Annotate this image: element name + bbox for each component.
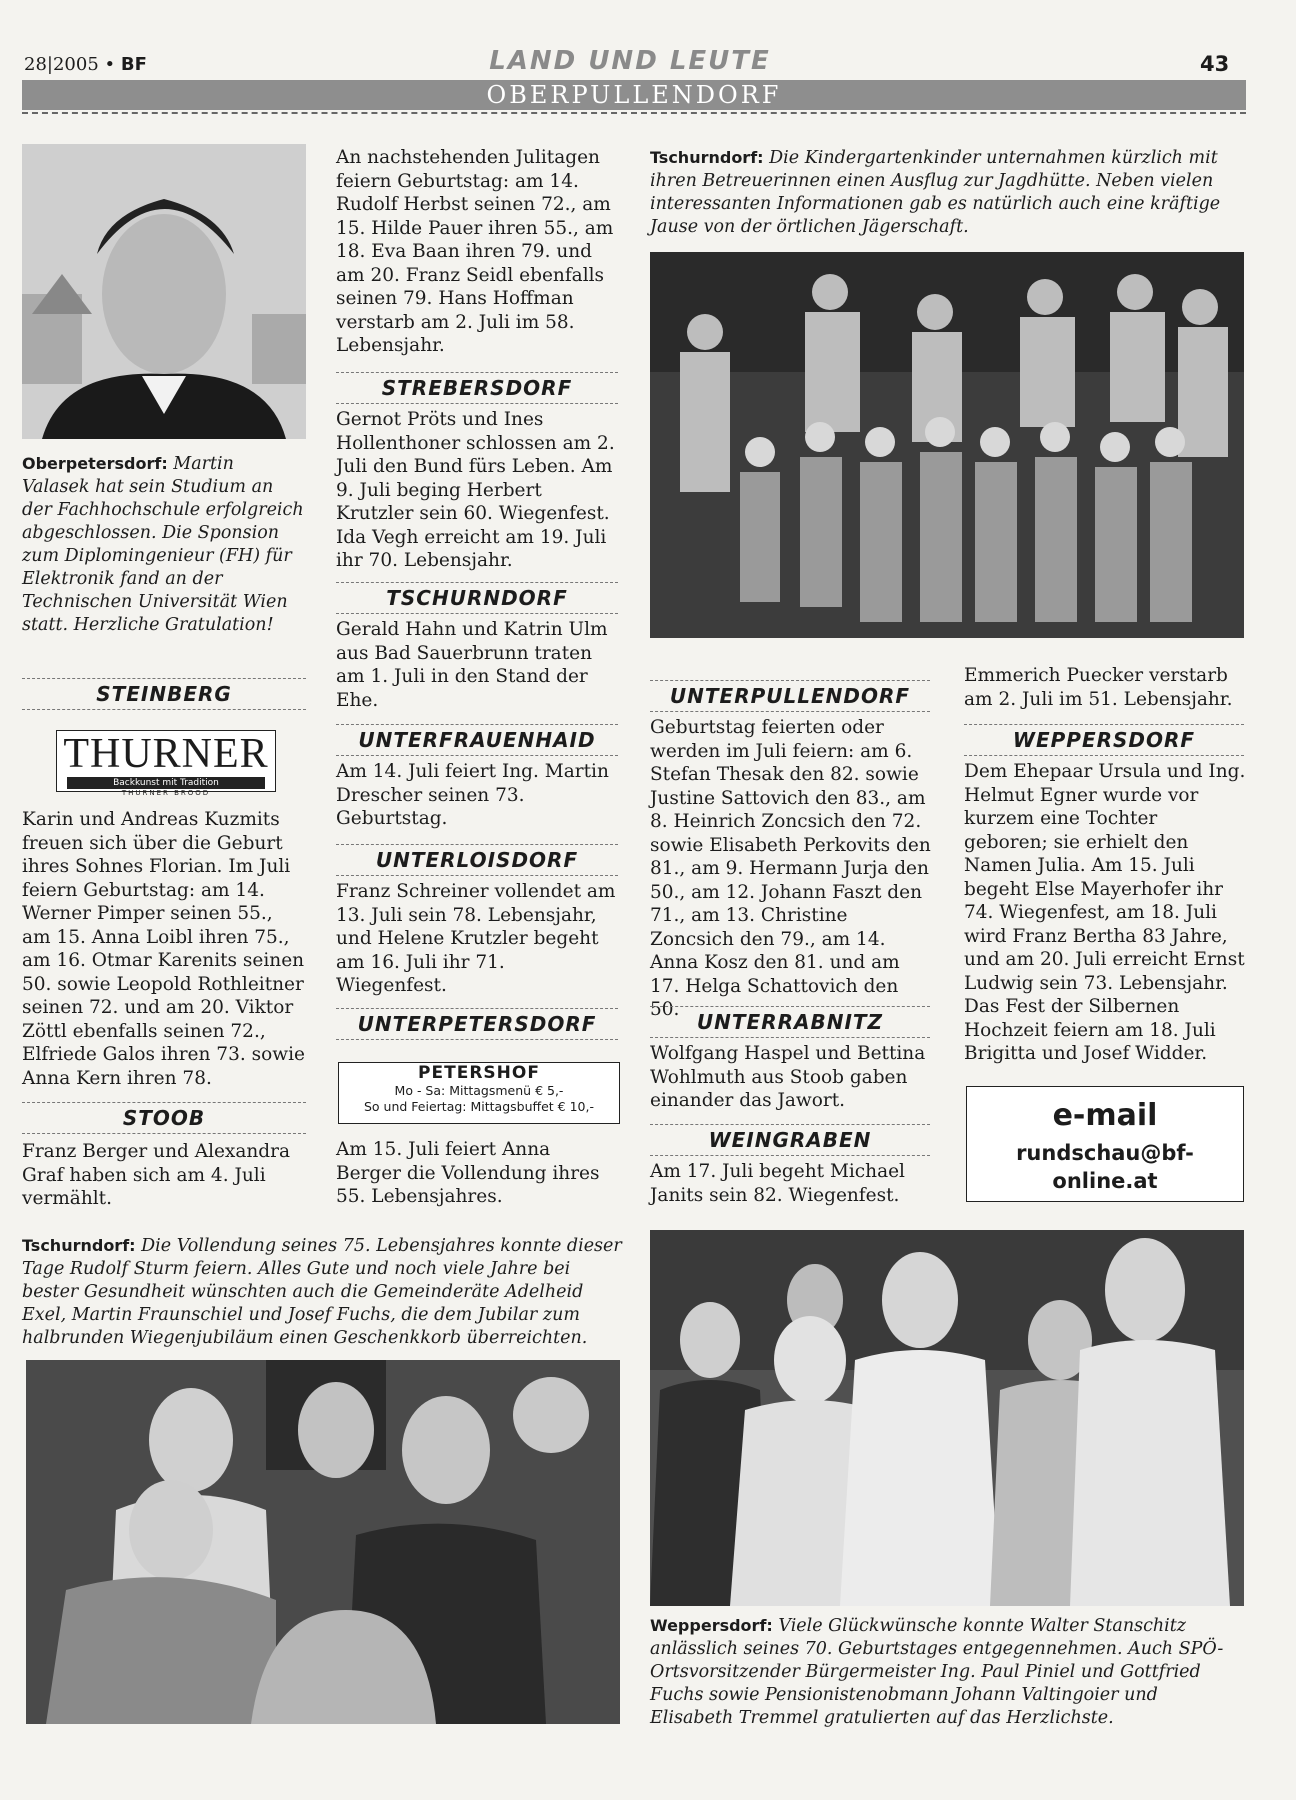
photo-walter-stanschitz xyxy=(650,1230,1244,1606)
section-unterfrauenhaid: UNTERFRAUENHAID xyxy=(336,724,618,756)
thurner-ad-tagline: Backkunst mit Tradition xyxy=(67,777,265,789)
petershof-ad xyxy=(338,1062,620,1124)
photo-martin-valasek xyxy=(22,144,306,439)
photo-kindergarten-group xyxy=(650,252,1244,638)
unterpetersdorf-text: Am 15. Juli feiert Anna Berger die Vollendung ihres 55. Lebensjahres. xyxy=(336,1139,600,1207)
petershof-ad-line1: Mo - Sa: Mittagsmenü € 5,- xyxy=(394,1083,564,1098)
section-unterloisdorf: UNTERLOISDORF xyxy=(336,844,618,876)
section-unterpullendorf: UNTERPULLENDORF xyxy=(650,680,930,712)
unterfrauenhaid-text: Am 14. Juli feiert Ing. Martin Drescher seinen 73. Geburtstag. xyxy=(336,761,609,829)
thurner-ad-name: THURNER xyxy=(63,731,269,777)
email-label: e-mail xyxy=(1052,1098,1158,1133)
header-divider xyxy=(22,112,1246,114)
unterloisdorf-text: Franz Schreiner vollendet am 13. Juli sein 78. Lebensjahr, und Helene Krutzler begeht am 16. Juli ihr 71. Wiegenfest. xyxy=(336,881,616,996)
unterrabnitz-text: Wolfgang Haspel und Bettina Wohlmuth aus Stoob gaben einander das Jawort. xyxy=(650,1043,926,1111)
petershof-ad-line2: So und Feiertag: Mittagsbuffet € 10,- xyxy=(363,1099,594,1114)
section-unterpetersdorf: UNTERPETERSDORF xyxy=(336,1008,618,1040)
steinberg-text: Karin und Andreas Kuzmits freuen sich über die Geburt ihres Sohnes Florian. Im Juli feiern Geburtstag: am 14. Werner Pimper seinen 55., am 15. Anna Loibl ihren 75., am 16. Otmar Karenits seinen 50. sowie Leopold Rothleitner seinen 72. und am 20. Viktor Zöttl ebenfalls seinen 72., Elfriede Galos ihren 73. sowie Anna Kern ihren 78. xyxy=(22,809,305,1089)
section-steinberg: STEINBERG xyxy=(22,678,306,710)
brand-label: BF xyxy=(120,54,147,75)
tschurndorf-kinder-caption: Tschurndorf: Die Kindergartenkinder unternahmen kürzlich mit ihren Betreuerinnen einen Ausflug zur Jagdhütte. Neben vielen interessanten Informationen gab es natürlich auch eine kräftige Jause von der örtlichen Jägerschaft. xyxy=(650,148,1221,237)
tschurndorf-sturm-caption: Tschurndorf: Die Vollendung seines 75. Lebensjahres konnte dieser Tage Rudolf Sturm feiern. Alles Gute und noch viele Jahre bei bester Gesundheit wünschten auch die Gemeinderäte Adelheid Exel, Martin Fraunschiel und Josef Fuchs, die dem Jubilar zum halbrunden Wiegenjubiläum einen Geschenkkorb überreichten. xyxy=(22,1236,622,1348)
thurner-ad-subline: THURNER BROOD xyxy=(121,789,211,797)
oberpetersdorf-caption: Oberpetersdorf: Martin Valasek hat sein Studium an der Fachhochschule erfolgreich abgeschlossen. Die Sponsion zum Diplomingenieur (FH) für Elektronik fand an der Technischen Universität Wien statt. Herzliche Gratulation! xyxy=(22,454,304,635)
strebersdorf-text: Gernot Pröts und Ines Hollenthoner schlossen am 2. Juli den Bund fürs Leben. Am 9. Juli beging Herbert Krutzler sein 60. Wiegenfest. Ida Vegh erreicht am 19. Juli ihr 70. Lebensjahr. xyxy=(336,409,615,571)
page-number: 43 xyxy=(1200,52,1230,76)
section-strebersdorf: STREBERSDORF xyxy=(336,372,618,404)
region-title: OBERPULLENDORF xyxy=(486,81,782,109)
petershof-ad-name: PETERSHOF xyxy=(418,1063,540,1083)
section-stoob: STOOB xyxy=(22,1102,306,1134)
section-weppersdorf: WEPPERSDORF xyxy=(964,724,1244,756)
email-address-line2[interactable]: online.at xyxy=(1052,1169,1158,1193)
tschurndorf-text: Gerald Hahn und Katrin Ulm aus Bad Sauerbrunn traten am 1. Juli in den Stand der Ehe. xyxy=(336,619,608,711)
section-weingraben: WEINGRABEN xyxy=(650,1124,930,1156)
thurner-ad xyxy=(56,730,276,797)
section-tschurndorf: TSCHURNDORF xyxy=(336,582,618,614)
section-unterrabnitz: UNTERRABNITZ xyxy=(650,1006,930,1038)
photo-rudolf-sturm xyxy=(26,1360,620,1724)
email-box xyxy=(966,1086,1244,1202)
weppersdorf-photo-caption: Weppersdorf: Viele Glückwünsche konnte Walter Stanschitz anlässlich seines 70. Geburtstages entgegennehmen. Auch SPÖ-Ortsvorsitzender Bürgermeister Ing. Paul Piniel und Gottfried Fuchs sowie Pensionistenobmann Johann Valtingoier und Elisabeth Tremmel gratulierten auf das Herzlichste. xyxy=(650,1616,1224,1728)
col2-intro-text: An nachstehenden Julitagen feiern Geburtstag: am 14. Rudolf Herbst seinen 72., am 15. Hilde Pauer ihren 55., am 18. Eva Baan ihren 79. und am 20. Franz Seidl ebenfalls seinen 79. Hans Hoffman verstarb am 2. Juli im 58. Lebensjahr. xyxy=(336,147,614,356)
unterpullendorf-text: Geburtstag feierten oder werden im Juli feiern: am 6. Stefan Thesak den 82. sowie Justine Sattovich den 83., am 8. Heinrich Zoncsich den 72. sowie Elisabeth Perkovits den 81., am 9. Hermann Jurja den 50., am 12. Johann Faszt den 71., am 13. Christine Zoncsich den 79., am 14. Anna Kosz den 81. und am 17. Helga Schattovich den 50. xyxy=(650,717,931,1020)
weppersdorf-text: Dem Ehepaar Ursula und Ing. Helmut Egner wurde vor kurzem eine Tochter geboren; sie erhielt den Namen Julia. Am 15. Juli begeht Else Mayerhofer ihr 74. Wiegenfest, am 18. Juli wird Franz Bertha 83 Jahre, und am 20. Juli erreicht Ernst Ludwig sein 73. Lebensjahr. Das Fest der Silbernen Hochzeit feiern am 18. Juli Brigitta und Josef Widder. xyxy=(964,761,1246,1064)
section-title: LAND UND LEUTE xyxy=(489,46,771,76)
stoob-text: Franz Berger und Alexandra Graf haben sich am 4. Juli vermählt. xyxy=(22,1141,291,1209)
weingraben-text: Am 17. Juli begeht Michael Janits sein 82. Wiegenfest. xyxy=(650,1161,905,1206)
issue-label: 28|2005 • BF xyxy=(24,54,147,75)
puecker-text: Emmerich Puecker verstarb am 2. Juli im 51. Lebensjahr. xyxy=(964,665,1233,710)
email-address-line1[interactable]: rundschau@bf- xyxy=(1016,1141,1194,1165)
